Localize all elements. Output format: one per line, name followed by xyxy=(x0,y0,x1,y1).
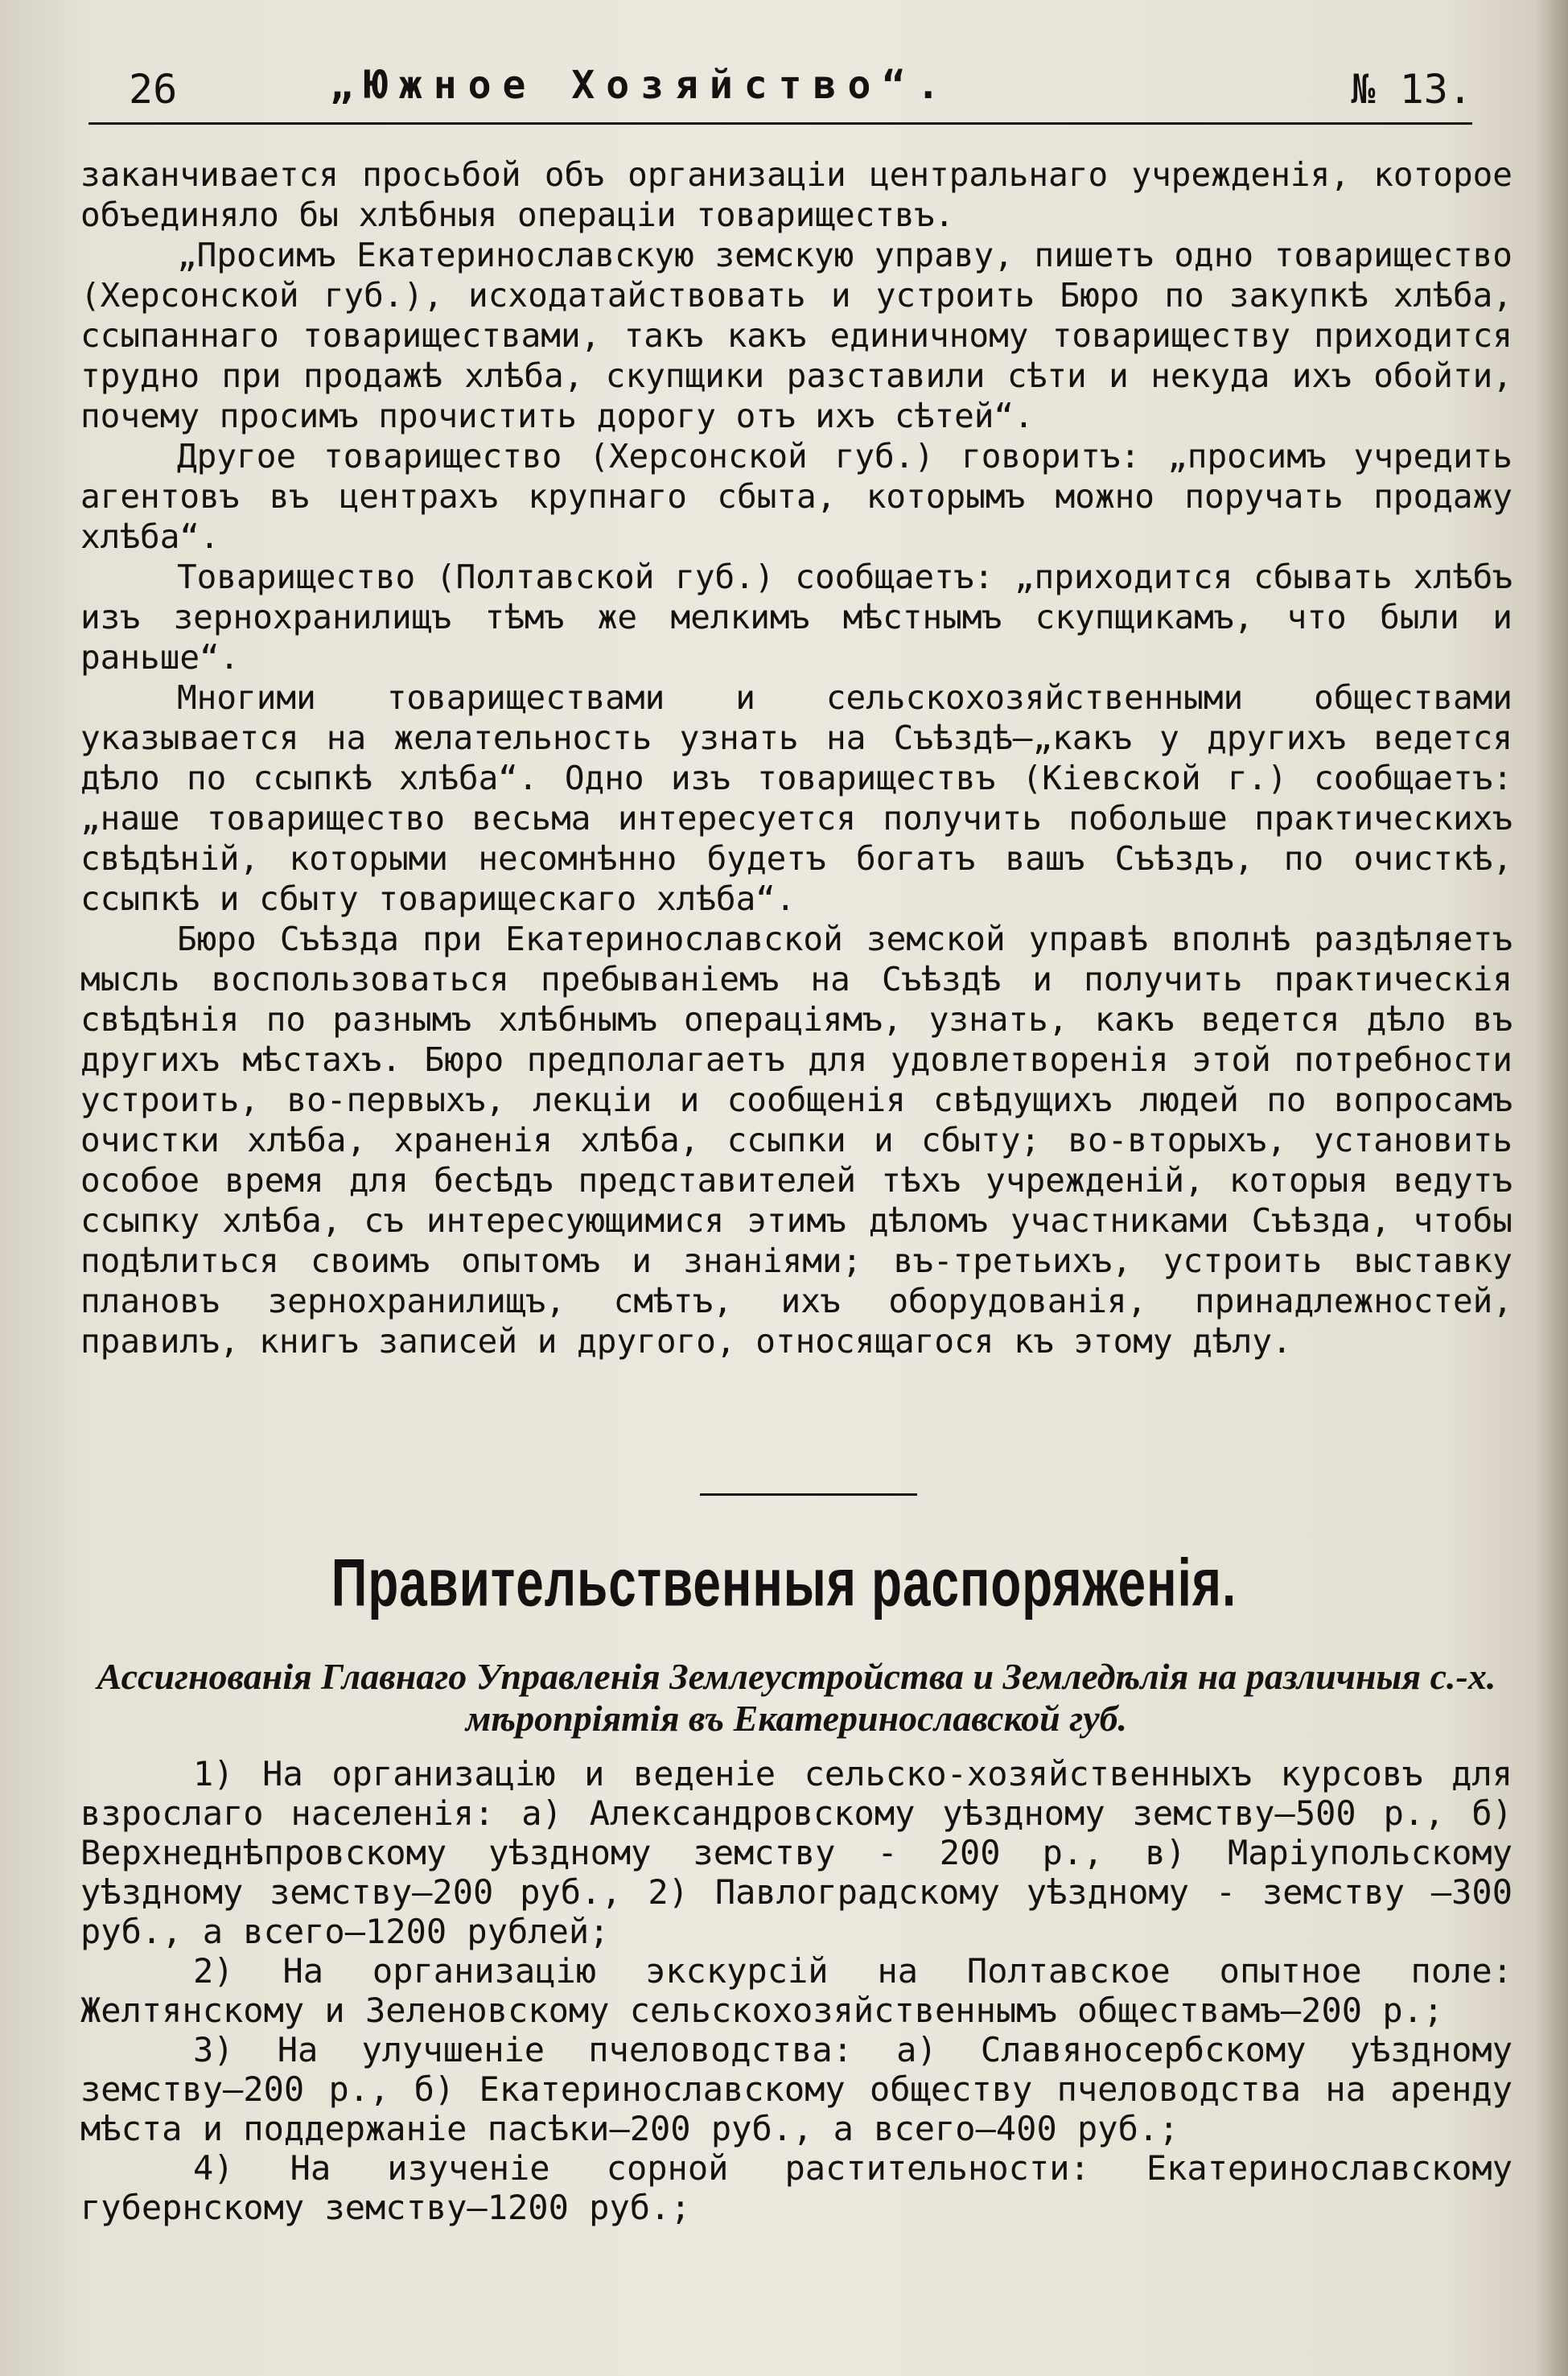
header-rule xyxy=(88,122,1472,125)
page-header xyxy=(88,56,1472,121)
page-edge-shadow xyxy=(1536,0,1568,2376)
section-subtitle: Ассигнованія Главнаго Управленія Землеустройства и Земледѣлія на различныя с.-х. мѣропріятія въ Екатеринославской губ. xyxy=(97,1656,1496,1739)
paragraph: заканчивается просьбой объ организаціи центральнаго учрежденія, которое объединяло бы хлѣбныя операціи товариществъ. xyxy=(80,155,1512,234)
journal-title: „Южное Хозяйство“. xyxy=(330,63,952,108)
article-body xyxy=(80,154,1512,1361)
issue-number: № 13. xyxy=(1351,66,1472,113)
list-item: 4) На изученіе сорной растительности: Екатеринославскому губернскому земству—1200 руб.; xyxy=(80,2148,1512,2227)
paragraph: Многими товариществами и сельскохозяйственными обществами указывается на желательность узнать на Съѣздѣ—„какъ у другихъ ведется дѣло по ссыпкѣ хлѣба“. Одно изъ товариществъ (Кіевской г.) сообщаетъ: „наше товарищество весьма интересуется получить побольше практическихъ свѣдѣній, которыми несомнѣнно будетъ богатъ вашъ Съѣздъ, по очисткѣ, ссыпкѣ и сбыту товарищескаго хлѣба“. xyxy=(80,678,1512,918)
list-item: 3) На улучшеніе пчеловодства: а) Славяносербскому уѣздному земству—200 р., б) Екатеринославскому обществу пчеловодства на аренду мѣста и поддержаніе пасѣки—200 руб., а всего—400 руб.; xyxy=(80,2030,1512,2148)
list-item: 1) На организацію и веденіе сельско-хозяйственныхъ курсовъ для взрослаго населенія: а) Александровскому уѣздному земству—500 р., б) Верхнеднѣпровскому уѣздному земству - 200 р., в) Маріупольскому уѣздному земству—200 руб., 2) Павлоградскому уѣздному - земству —300 руб., а всего—1200 рублей; xyxy=(80,1754,1512,1951)
paragraph: Другое товарищество (Херсонской губ.) говоритъ: „просимъ учредить агентовъ въ центрахъ крупнаго сбыта, которымъ можно поручать продажу хлѣба“. xyxy=(80,437,1512,556)
paragraph: Бюро Съѣзда при Екатеринославской земской управѣ вполнѣ раздѣляетъ мысль воспользоваться пребываніемъ на Съѣздѣ и получить практическія свѣдѣнія по разнымъ хлѣбнымъ операціямъ, узнать, какъ ведется дѣло въ другихъ мѣстахъ. Бюро предполагаетъ для удовлетворенія этой потребности устроить, во-первыхъ, лекціи и сообщенія свѣдущихъ людей по вопросамъ очистки хлѣба, храненія хлѣба, ссыпки и сбыту; во-вторыхъ, установить особое время для бесѣдъ представителей тѣхъ учрежденій, которыя ведутъ ссыпку хлѣба, съ интересующимися этимъ дѣломъ участниками Съѣзда, чтобы подѣлиться своимъ опытомъ и знаніями; въ-третьихъ, устроить выставку плановъ зернохранилищъ, смѣтъ, ихъ оборудованія, принадлежностей, правилъ, книгъ записей и другого, относящагося къ этому дѣлу. xyxy=(80,920,1512,1361)
appropriations-list xyxy=(80,1754,1512,2227)
paragraph: Товарищество (Полтавской губ.) сообщаетъ: „приходится сбывать хлѣбъ изъ зернохранилищъ тѣмъ же мелкимъ мѣстнымъ скупщикамъ, что были и раньше“. xyxy=(80,558,1512,677)
paragraph: „Просимъ Екатеринославскую земскую управу, пишетъ одно товарищество (Херсонской губ.), исходатайствовать и устроить Бюро по закупкѣ хлѣба, ссыпаннаго товариществами, такъ какъ единичному товариществу приходится трудно при продажѣ хлѣба, скупщики разставили сѣти и некуда ихъ обойти, почему просимъ прочистить дорогу отъ ихъ сѣтей“. xyxy=(80,236,1512,435)
section-title: Правительственныя распоряженія. xyxy=(331,1546,1237,1621)
list-item: 2) На организацію экскурсій на Полтавское опытное поле: Желтянскому и Зеленовскому сельскохозяйственнымъ обществамъ—200 р.; xyxy=(80,1951,1512,2030)
section-separator xyxy=(700,1493,917,1496)
page-number: 26 xyxy=(129,66,178,113)
